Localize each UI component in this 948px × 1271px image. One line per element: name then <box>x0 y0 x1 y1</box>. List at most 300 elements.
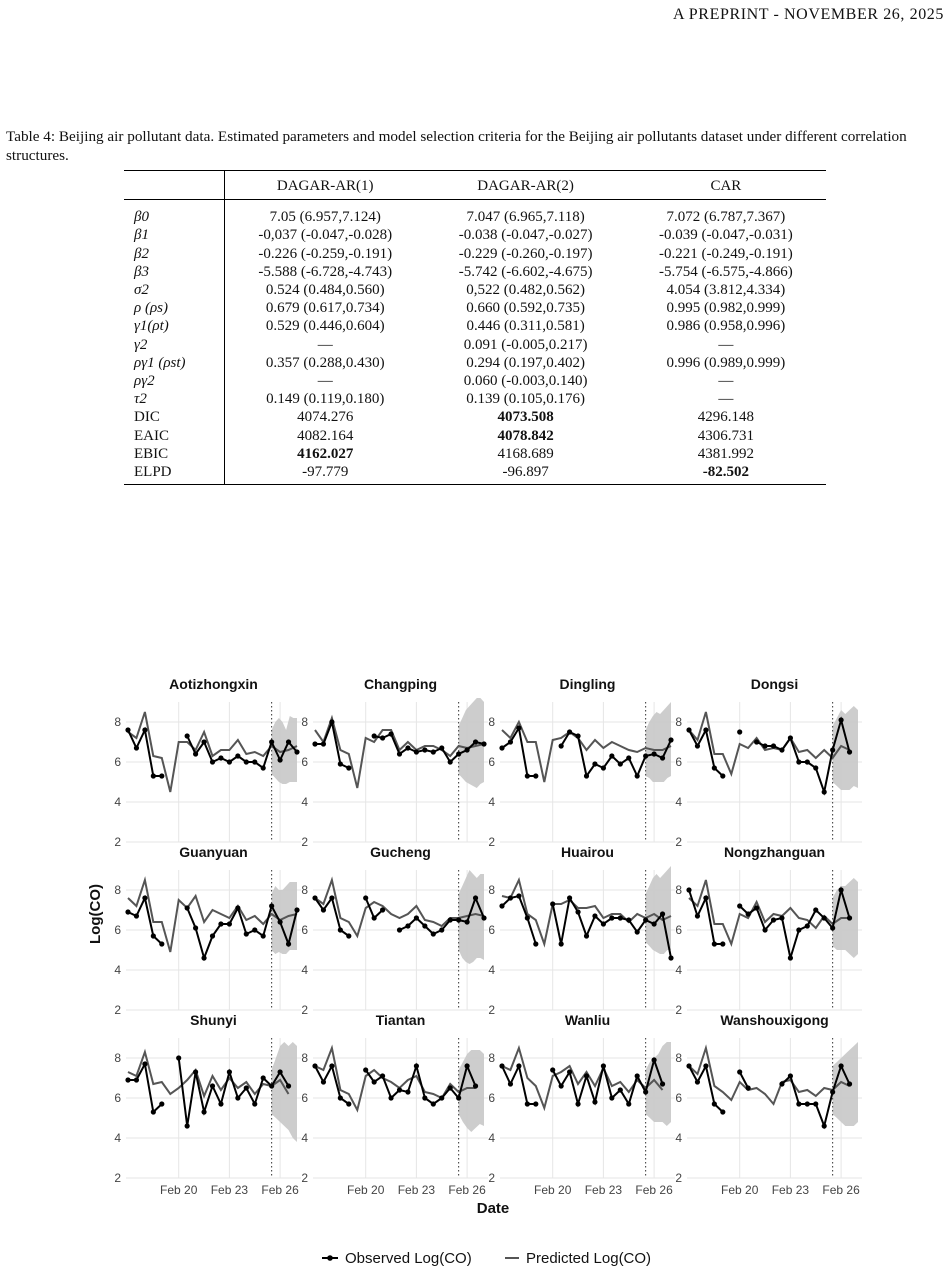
observed-point <box>508 895 513 900</box>
observed-point <box>448 1085 453 1090</box>
observed-point <box>422 923 427 928</box>
table-row-label-text: ELPD <box>134 464 172 481</box>
observed-point <box>210 759 215 764</box>
observed-point <box>414 749 419 754</box>
observed-point <box>626 755 631 760</box>
table-cell: 7.072 (6.787,7.367) <box>666 209 786 226</box>
table-row-label-text: β3 <box>134 263 149 280</box>
observed-point <box>346 765 351 770</box>
y-tick-label: 4 <box>675 1131 682 1145</box>
observed-point <box>686 727 691 732</box>
observed-point <box>151 933 156 938</box>
y-tick-label: 6 <box>114 1091 121 1105</box>
observed-point <box>465 919 470 924</box>
y-tick-label: 2 <box>301 1003 308 1017</box>
observed-point <box>754 905 759 910</box>
observed-point <box>847 1081 852 1086</box>
legend-observed-dot <box>327 1255 333 1261</box>
observed-point <box>703 727 708 732</box>
observed-point <box>473 739 478 744</box>
panel-title: Aotizhongxin <box>169 676 258 692</box>
observed-point <box>499 1063 504 1068</box>
table-cell: 4381.992 <box>697 445 754 462</box>
table-cell: 0.529 (0.446,0.604) <box>265 318 385 335</box>
y-tick-label: 2 <box>301 1171 308 1185</box>
y-tick-label: 6 <box>301 755 308 769</box>
table-caption: Table 4: Beijing air pollutant data. Estimated parameters and model selection criteria for the Beijing air pollutants dataset under different correlation structures. <box>6 128 907 164</box>
observed-point <box>431 749 436 754</box>
observed-line <box>689 1066 850 1126</box>
table-cell: 4078.842 <box>497 427 554 444</box>
y-tick-label: 2 <box>675 1003 682 1017</box>
table-row-label-text: EBIC <box>134 445 169 462</box>
table-cell: 4168.689 <box>497 445 554 462</box>
observed-point <box>592 1099 597 1104</box>
y-tick-label: 6 <box>301 923 308 937</box>
observed-point <box>618 915 623 920</box>
table-cell: 0.660 (0.592,0.735) <box>466 300 585 317</box>
observed-point <box>321 741 326 746</box>
y-tick-label: 8 <box>675 1051 682 1065</box>
observed-point <box>499 745 504 750</box>
observed-point <box>643 917 648 922</box>
table-row <box>124 226 826 244</box>
panel <box>499 866 675 1010</box>
table-cell: 4162.027 <box>297 445 354 462</box>
panel-title: Nongzhanguan <box>723 844 826 860</box>
panel-title: Wanliu <box>564 1012 611 1028</box>
y-tick-label: 8 <box>301 1051 308 1065</box>
observed-point <box>703 1063 708 1068</box>
observed-point <box>448 917 453 922</box>
observed-point <box>227 759 232 764</box>
observed-point <box>847 749 852 754</box>
x-tick-label: Feb 26 <box>635 1183 673 1197</box>
observed-point <box>643 1089 648 1094</box>
table-row-label <box>124 317 225 335</box>
observed-point <box>286 941 291 946</box>
table-row <box>124 372 826 390</box>
observed-point <box>652 921 657 926</box>
observed-point <box>516 725 521 730</box>
observed-point <box>125 727 130 732</box>
observed-point <box>567 895 572 900</box>
observed-point <box>618 1087 623 1092</box>
observed-point <box>508 1081 513 1086</box>
y-tick-label: 2 <box>114 1003 121 1017</box>
observed-point <box>312 895 317 900</box>
table-cell: — <box>718 373 734 390</box>
observed-point <box>668 955 673 960</box>
observed-point <box>635 929 640 934</box>
table-cell: 4082.164 <box>297 427 354 444</box>
observed-point <box>668 737 673 742</box>
observed-point <box>703 895 708 900</box>
observed-point <box>686 1063 691 1068</box>
table-row-label-text: β2 <box>134 245 149 262</box>
observed-point <box>788 955 793 960</box>
observed-point <box>312 1063 317 1068</box>
table-row <box>124 390 826 408</box>
observed-point <box>235 905 240 910</box>
observed-point <box>338 927 343 932</box>
observed-point <box>218 755 223 760</box>
observed-point <box>448 759 453 764</box>
observed-point <box>584 773 589 778</box>
table-row <box>124 281 826 299</box>
observed-point <box>559 941 564 946</box>
observed-point <box>712 941 717 946</box>
observed-point <box>830 1089 835 1094</box>
table-cell: 4296.148 <box>697 409 754 426</box>
table-cell: 0.679 (0.617,0.734) <box>265 300 385 317</box>
observed-point <box>779 747 784 752</box>
table-cell: 0.060 (-0.003,0.140) <box>463 373 588 390</box>
observed-point <box>329 895 334 900</box>
observed-point <box>720 773 725 778</box>
table-row <box>124 200 826 227</box>
y-tick-label: 2 <box>488 1171 495 1185</box>
table-row <box>124 408 826 426</box>
observed-point <box>294 749 299 754</box>
panel-title: Changping <box>363 676 438 692</box>
y-tick-label: 8 <box>114 715 121 729</box>
observed-point <box>788 735 793 740</box>
observed-point <box>822 915 827 920</box>
y-tick-label: 6 <box>488 923 495 937</box>
table-cell: 0.091 (-0.005,0.217) <box>463 336 588 353</box>
predicted-line <box>315 1048 476 1110</box>
observed-point <box>601 1063 606 1068</box>
observed-point <box>525 773 530 778</box>
table-row <box>124 317 826 335</box>
observed-point <box>201 1109 206 1114</box>
observed-point <box>550 901 555 906</box>
observed-point <box>185 733 190 738</box>
panel <box>125 702 301 842</box>
observed-point <box>813 907 818 912</box>
observed-point <box>346 1101 351 1106</box>
observed-point <box>652 1057 657 1062</box>
observed-point <box>805 759 810 764</box>
observed-point <box>481 741 486 746</box>
observed-point <box>388 731 393 736</box>
table-cell: 7.047 (6.965,7.118) <box>466 209 585 226</box>
table-row <box>124 336 826 354</box>
observed-point <box>508 739 513 744</box>
observed-point <box>405 1089 410 1094</box>
prediction-band <box>646 702 671 782</box>
observed-point <box>286 739 291 744</box>
observed-point <box>142 895 147 900</box>
y-tick-label: 4 <box>114 963 121 977</box>
observed-point <box>261 765 266 770</box>
observed-point <box>456 1095 461 1100</box>
table-cell: -0.038 (-0.047,-0.027) <box>458 227 593 244</box>
table-row <box>124 427 826 445</box>
y-axis-title: Log(CO) <box>87 884 104 944</box>
table-row-label-text: γ2 <box>134 336 148 353</box>
observed-point <box>796 927 801 932</box>
table-row-label <box>124 226 225 244</box>
observed-point <box>380 907 385 912</box>
observed-point <box>185 905 190 910</box>
observed-point <box>592 913 597 918</box>
x-tick-label: Feb 26 <box>822 1183 860 1197</box>
y-tick-label: 2 <box>488 835 495 849</box>
table-cell: — <box>718 336 734 353</box>
observed-point <box>601 765 606 770</box>
observed-point <box>278 757 283 762</box>
panel <box>499 702 675 842</box>
observed-point <box>405 745 410 750</box>
table-cell: -0.229 (-0.260,-0.197) <box>458 245 593 262</box>
observed-point <box>822 1123 827 1128</box>
table-row <box>124 354 826 372</box>
observed-point <box>227 921 232 926</box>
y-tick-label: 6 <box>488 755 495 769</box>
observed-point <box>252 927 257 932</box>
table-cell: 4.054 (3.812,4.334) <box>666 282 786 299</box>
y-tick-label: 4 <box>488 1131 495 1145</box>
observed-point <box>159 773 164 778</box>
observed-point <box>584 933 589 938</box>
panel-title: Dingling <box>559 676 616 692</box>
table-header-col: DAGAR-AR(2) <box>477 178 574 194</box>
observed-point <box>363 895 368 900</box>
y-tick-label: 8 <box>488 883 495 897</box>
observed-point <box>712 1101 717 1106</box>
observed-line <box>689 890 850 958</box>
y-tick-label: 6 <box>488 1091 495 1105</box>
y-tick-label: 4 <box>301 963 308 977</box>
observed-point <box>312 741 317 746</box>
observed-point <box>227 1069 232 1074</box>
observed-point <box>142 727 147 732</box>
observed-point <box>779 915 784 920</box>
y-tick-label: 2 <box>114 835 121 849</box>
table-row-label <box>124 408 225 426</box>
x-tick-label: Feb 20 <box>534 1183 572 1197</box>
x-tick-label: Feb 23 <box>210 1183 249 1197</box>
observed-point <box>286 1083 291 1088</box>
observed-point <box>796 759 801 764</box>
observed-point <box>338 1095 343 1100</box>
table-row-label-text: γ1(ρt) <box>134 318 169 335</box>
observed-point <box>686 887 691 892</box>
table-row <box>124 299 826 317</box>
observed-point <box>405 923 410 928</box>
table-cell: 0.524 (0.484,0.560) <box>265 282 385 299</box>
observed-point <box>151 773 156 778</box>
x-tick-label: Feb 23 <box>584 1183 623 1197</box>
observed-point <box>201 739 206 744</box>
legend-predicted-label: Predicted Log(CO) <box>526 1250 652 1267</box>
panel-title: Wanshouxigong <box>720 1012 829 1028</box>
observed-point <box>244 759 249 764</box>
observed-point <box>643 753 648 758</box>
table-row-label <box>124 281 225 299</box>
observed-point <box>397 927 402 932</box>
observed-point <box>235 1095 240 1100</box>
panel <box>499 1038 675 1178</box>
observed-point <box>439 927 444 932</box>
observed-point <box>269 1083 274 1088</box>
y-tick-label: 6 <box>301 1091 308 1105</box>
observed-point <box>465 1063 470 1068</box>
y-tick-label: 2 <box>675 835 682 849</box>
panel <box>686 702 862 842</box>
observed-point <box>533 941 538 946</box>
observed-point <box>559 743 564 748</box>
observed-point <box>805 923 810 928</box>
observed-point <box>151 1109 156 1114</box>
y-tick-label: 6 <box>675 923 682 937</box>
x-tick-label: Feb 20 <box>160 1183 198 1197</box>
observed-point <box>278 1069 283 1074</box>
observed-point <box>746 1085 751 1090</box>
observed-point <box>575 733 580 738</box>
observed-point <box>720 941 725 946</box>
table-row-label-text: σ2 <box>134 282 149 299</box>
y-tick-label: 6 <box>114 923 121 937</box>
panel <box>686 1038 862 1178</box>
table-row-label <box>124 336 225 354</box>
observed-point <box>796 1101 801 1106</box>
observed-point <box>550 1067 555 1072</box>
y-tick-label: 4 <box>301 795 308 809</box>
observed-point <box>839 1063 844 1068</box>
observed-point <box>363 1067 368 1072</box>
observed-point <box>737 729 742 734</box>
observed-point <box>134 1077 139 1082</box>
y-tick-label: 6 <box>675 1091 682 1105</box>
predicted-line <box>128 1052 289 1096</box>
prediction-band <box>272 1042 297 1142</box>
observed-point <box>516 1063 521 1068</box>
observed-point <box>737 1069 742 1074</box>
observed-point <box>321 907 326 912</box>
table-row-label <box>124 200 225 227</box>
x-tick-label: Feb 26 <box>448 1183 486 1197</box>
observed-point <box>762 743 767 748</box>
y-tick-label: 4 <box>675 795 682 809</box>
table-cell: 7.05 (6.957,7.124) <box>269 209 381 226</box>
observed-point <box>218 921 223 926</box>
observed-point <box>261 933 266 938</box>
observed-point <box>134 745 139 750</box>
observed-point <box>813 1101 818 1106</box>
observed-point <box>830 747 835 752</box>
table-row-label <box>124 245 225 263</box>
table-row-label-text: τ2 <box>134 391 147 408</box>
y-tick-label: 8 <box>114 883 121 897</box>
observed-point <box>695 743 700 748</box>
table-row-label <box>124 445 225 463</box>
y-tick-label: 2 <box>301 835 308 849</box>
observed-point <box>525 915 530 920</box>
observed-point <box>439 745 444 750</box>
observed-point <box>533 773 538 778</box>
y-tick-label: 8 <box>301 715 308 729</box>
y-tick-label: 8 <box>675 883 682 897</box>
y-tick-label: 2 <box>488 1003 495 1017</box>
table-row <box>124 445 826 463</box>
table-row-label-text: EAIC <box>134 427 169 444</box>
observed-point <box>235 753 240 758</box>
observed-point <box>473 895 478 900</box>
observed-point <box>592 761 597 766</box>
observed-point <box>779 1081 784 1086</box>
table-cell: 4074.276 <box>297 409 354 426</box>
y-tick-label: 8 <box>488 715 495 729</box>
observed-point <box>609 1095 614 1100</box>
panel <box>686 870 862 1010</box>
x-tick-label: Feb 26 <box>261 1183 299 1197</box>
observed-point <box>635 1073 640 1078</box>
x-tick-label: Feb 20 <box>721 1183 759 1197</box>
table-cell: — <box>718 391 734 408</box>
forecast-figure <box>0 650 948 1271</box>
observed-point <box>193 1069 198 1074</box>
observed-point <box>618 761 623 766</box>
observed-point <box>609 915 614 920</box>
observed-point <box>185 1123 190 1128</box>
table-cell: — <box>317 373 333 390</box>
table-row-label <box>124 390 225 408</box>
table-row-label <box>124 354 225 372</box>
observed-point <box>244 1085 249 1090</box>
observed-point <box>533 1101 538 1106</box>
observed-point <box>575 909 580 914</box>
table-header-col: DAGAR-AR(1) <box>276 178 374 194</box>
observed-point <box>269 739 274 744</box>
table-row <box>124 463 826 485</box>
table-row-label <box>124 299 225 317</box>
observed-line <box>689 720 850 792</box>
x-axis-title: Date <box>476 1200 510 1217</box>
y-tick-label: 6 <box>675 755 682 769</box>
observed-point <box>218 1101 223 1106</box>
observed-point <box>329 719 334 724</box>
observed-point <box>771 917 776 922</box>
table-header-blank <box>124 171 225 200</box>
observed-point <box>252 759 257 764</box>
y-tick-label: 8 <box>114 1051 121 1065</box>
observed-point <box>609 753 614 758</box>
page-header: A PREPRINT - NOVEMBER 26, 2025 <box>672 6 944 23</box>
table-cell: 0.986 (0.958,0.996) <box>666 318 786 335</box>
observed-point <box>422 1095 427 1100</box>
table-cell: -0.039 (-0.047,-0.031) <box>658 227 793 244</box>
y-tick-label: 4 <box>114 795 121 809</box>
observed-point <box>142 1061 147 1066</box>
observed-point <box>252 1101 257 1106</box>
table-cell: 0,522 (0.482,0.562) <box>466 282 585 299</box>
observed-point <box>516 893 521 898</box>
observed-point <box>465 747 470 752</box>
table-cell: -5.742 (-6.602,-4.675) <box>458 263 593 280</box>
observed-point <box>660 1081 665 1086</box>
observed-point <box>635 773 640 778</box>
table-cell: 0.446 (0.311,0.581) <box>466 318 585 335</box>
table-header-row <box>124 171 826 200</box>
y-tick-label: 4 <box>301 1131 308 1145</box>
x-tick-label: Feb 23 <box>771 1183 810 1197</box>
observed-point <box>847 915 852 920</box>
table-cell: 4306.731 <box>697 427 754 444</box>
observed-point <box>712 765 717 770</box>
